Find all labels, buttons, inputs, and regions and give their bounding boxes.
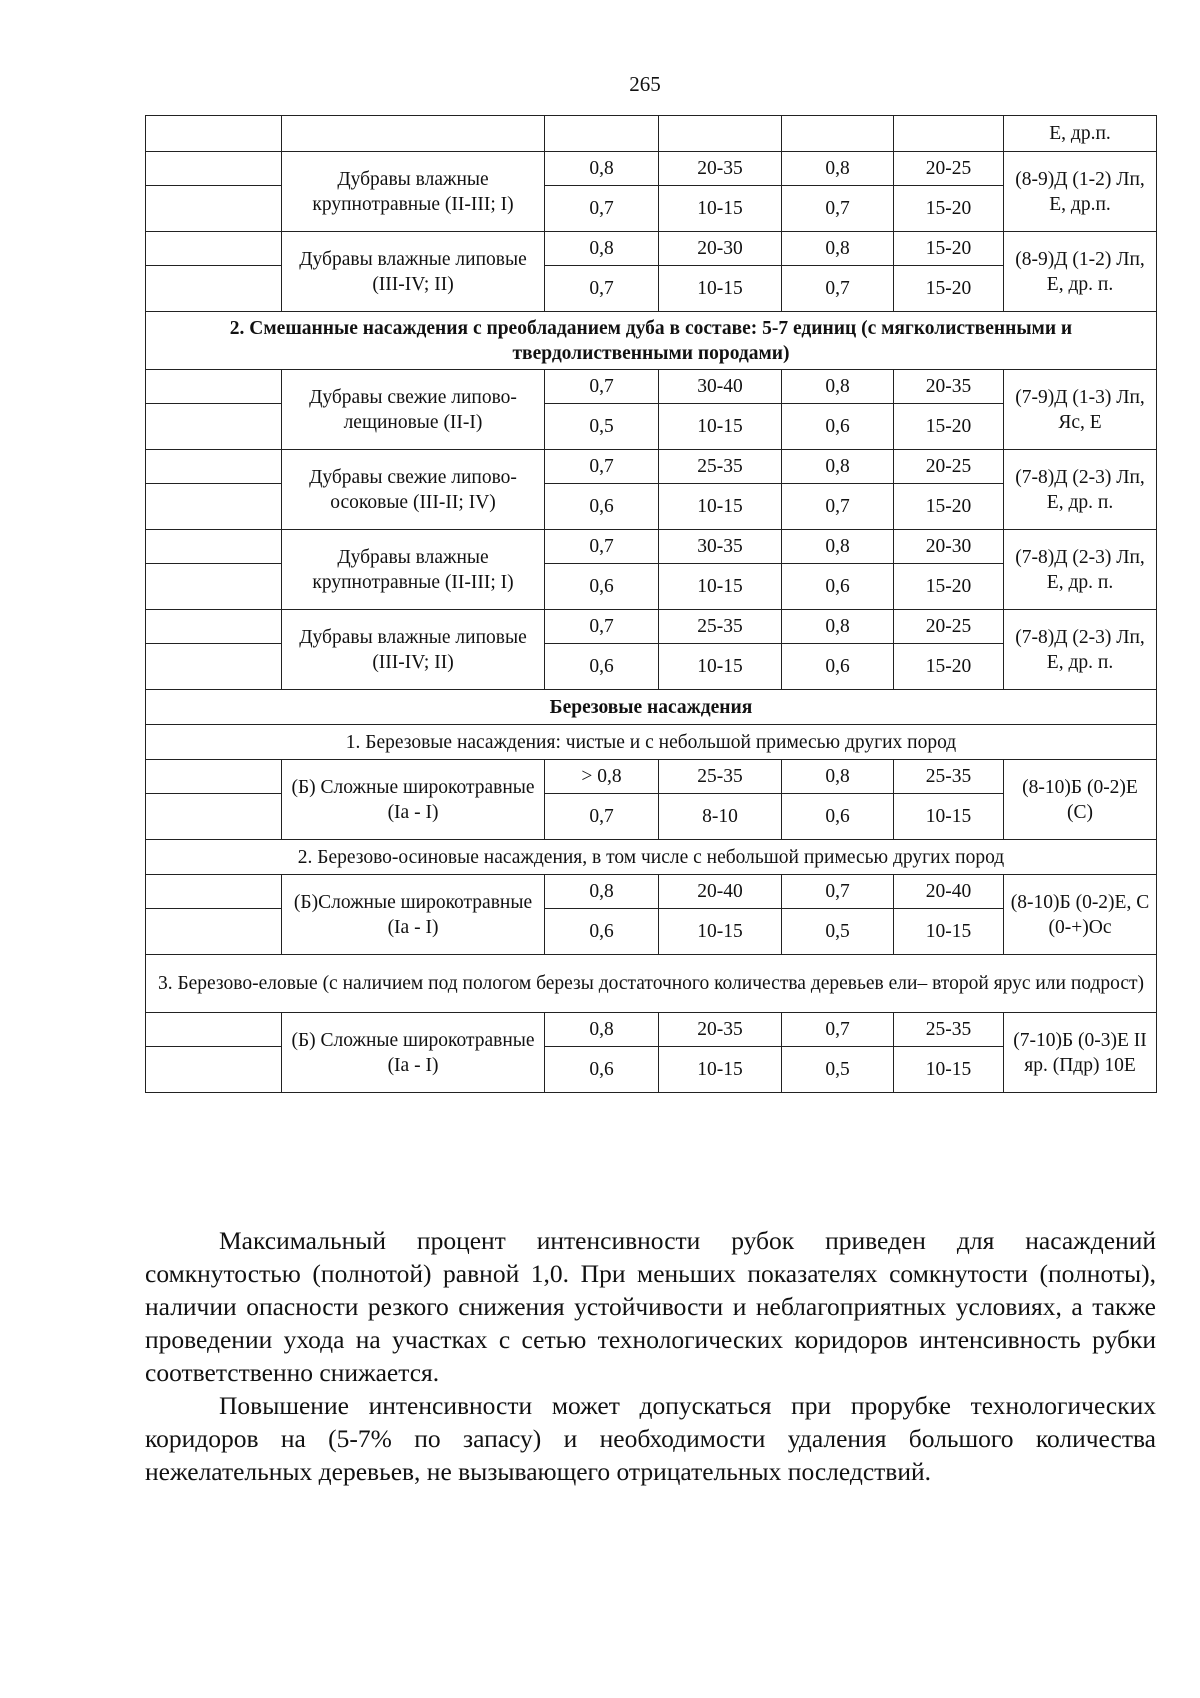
blank-cell	[545, 116, 659, 152]
blank-cell	[146, 370, 282, 404]
value-cell: 0,8	[545, 152, 659, 186]
table-row	[146, 875, 1157, 909]
stand-type-cell: Дубравы влажные крупнотравные (II-III; I)	[282, 530, 545, 610]
value-cell: 25-35	[894, 1013, 1004, 1047]
value-cell: 20-40	[659, 875, 782, 909]
stand-type-cell: Дубравы влажные липовые (III-IV; II)	[282, 610, 545, 690]
value-cell: 25-35	[659, 610, 782, 644]
table-row	[146, 530, 1157, 564]
composition-cell: (7-9)Д (1-3) Лп, Яс, Е	[1004, 370, 1157, 450]
value-cell: 0,8	[782, 370, 894, 404]
value-cell: 20-25	[894, 450, 1004, 484]
value-cell: 10-15	[659, 644, 782, 690]
value-cell: 15-20	[894, 564, 1004, 610]
value-cell: 20-35	[659, 1013, 782, 1047]
blank-cell	[659, 116, 782, 152]
table-row	[146, 1013, 1157, 1047]
value-cell: 20-40	[894, 875, 1004, 909]
value-cell: 0,7	[782, 484, 894, 530]
table-row	[146, 232, 1157, 266]
value-cell: 15-20	[894, 232, 1004, 266]
value-cell: 20-30	[659, 232, 782, 266]
composition-cell: Е, др.п.	[1004, 116, 1157, 152]
value-cell: 0,8	[545, 875, 659, 909]
stand-type-cell: Дубравы свежие липово-лещиновые (II-I)	[282, 370, 545, 450]
value-cell: 25-35	[894, 760, 1004, 794]
value-cell: 0,7	[782, 875, 894, 909]
stand-type-cell: (Б)Сложные широкотравные (Ia - I)	[282, 875, 545, 955]
value-cell: 15-20	[894, 484, 1004, 530]
value-cell: 10-15	[659, 186, 782, 232]
table-row	[146, 450, 1157, 484]
composition-cell: (8-9)Д (1-2) Лп, Е, др. п.	[1004, 232, 1157, 312]
table-row	[146, 152, 1157, 186]
blank-cell	[146, 794, 282, 840]
value-cell: 0,6	[782, 404, 894, 450]
value-cell: 15-20	[894, 644, 1004, 690]
blank-cell	[146, 152, 282, 186]
stand-type-cell: (Б) Сложные широкотравные (Ia - I)	[282, 760, 545, 840]
blank-cell	[146, 909, 282, 955]
table-row	[146, 610, 1157, 644]
blank-cell	[146, 116, 282, 152]
value-cell: 10-15	[659, 1047, 782, 1093]
value-cell: 0,8	[782, 450, 894, 484]
stand-type-cell: Дубравы влажные липовые (III-IV; II)	[282, 232, 545, 312]
composition-cell: (7-8)Д (2-3) Лп, Е, др. п.	[1004, 610, 1157, 690]
composition-cell: (7-8)Д (2-3) Лп, Е, др. п.	[1004, 530, 1157, 610]
value-cell: 0,8	[782, 232, 894, 266]
value-cell: 0,6	[545, 484, 659, 530]
section-title: 1. Березовые насаждения: чистые и с небольшой примесью других пород	[146, 725, 1157, 760]
value-cell: 0,7	[782, 266, 894, 312]
stand-type-cell: Дубравы влажные крупнотравные (II-III; I)	[282, 152, 545, 232]
value-cell: 0,7	[782, 186, 894, 232]
value-cell: 0,7	[545, 610, 659, 644]
birch-header: Березовые насаждения	[146, 690, 1157, 725]
value-cell: 0,6	[782, 794, 894, 840]
value-cell: 25-35	[659, 760, 782, 794]
section-row	[146, 690, 1157, 725]
value-cell: 30-40	[659, 370, 782, 404]
value-cell: 0,6	[545, 909, 659, 955]
composition-cell: (7-8)Д (2-3) Лп, Е, др. п.	[1004, 450, 1157, 530]
value-cell: 8-10	[659, 794, 782, 840]
blank-cell	[146, 875, 282, 909]
value-cell: 0,8	[545, 1013, 659, 1047]
blank-cell	[146, 1013, 282, 1047]
blank-cell	[146, 644, 282, 690]
value-cell: 0,7	[545, 266, 659, 312]
value-cell: 20-25	[894, 610, 1004, 644]
value-cell: 20-35	[659, 152, 782, 186]
paragraph: Максимальный процент интенсивности рубок приведен для насаждений сомкнутостью (полнотой) равной 1,0. При меньших показателях сомкнутости (полноты), наличии опасности резкого снижения устойчивости и неблагоприятных условиях, а также проведении ухода на участках с сетью технологических коридоров интенсивность рубки соответственно снижается.	[145, 1226, 1156, 1387]
blank-cell	[146, 530, 282, 564]
value-cell: 0,8	[545, 232, 659, 266]
value-cell: 0,8	[782, 152, 894, 186]
blank-cell	[146, 1047, 282, 1093]
value-cell: 0,7	[545, 794, 659, 840]
table-row	[146, 760, 1157, 794]
value-cell: 0,5	[545, 404, 659, 450]
value-cell: 15-20	[894, 186, 1004, 232]
value-cell: 0,5	[782, 909, 894, 955]
stand-type-cell: (Б) Сложные широкотравные (Ia - I)	[282, 1013, 545, 1093]
value-cell: 0,6	[545, 564, 659, 610]
value-cell: 20-30	[894, 530, 1004, 564]
value-cell: 10-15	[894, 794, 1004, 840]
blank-cell	[282, 116, 545, 152]
value-cell: 25-35	[659, 450, 782, 484]
value-cell: 10-15	[659, 484, 782, 530]
paragraph: Повышение интенсивности может допускаться при прорубке технологических коридоров на (5-7% по запасу) и необходимости удаления большого количества нежелательных деревьев, не вызывающего отрицательных последствий.	[145, 1391, 1156, 1486]
value-cell: 0,7	[545, 450, 659, 484]
blank-cell	[146, 232, 282, 266]
value-cell: 10-15	[659, 564, 782, 610]
section-title: 2. Смешанные насаждения с преобладанием дуба в составе: 5-7 единиц (с мягколиственными и твердолиственными породами)	[146, 312, 1157, 370]
section-row	[146, 840, 1157, 875]
value-cell: 0,8	[782, 760, 894, 794]
stand-type-cell: Дубравы свежие липово-осоковые (III-II; IV)	[282, 450, 545, 530]
value-cell: 0,8	[782, 610, 894, 644]
value-cell: 15-20	[894, 404, 1004, 450]
value-cell: 0,5	[782, 1047, 894, 1093]
blank-cell	[894, 116, 1004, 152]
composition-cell: (8-10)Б (0-2)Е (С)	[1004, 760, 1157, 840]
value-cell: 0,7	[545, 530, 659, 564]
section-title: 2. Березово-осиновые насаждения, в том числе с небольшой примесью других пород	[146, 840, 1157, 875]
blank-cell	[146, 484, 282, 530]
value-cell: 10-15	[659, 404, 782, 450]
value-cell: 0,6	[545, 1047, 659, 1093]
value-cell: 0,8	[782, 530, 894, 564]
body-text	[145, 1224, 1156, 1488]
section-title: 3. Березово-еловые (с наличием под пологом березы достаточного количества деревьев ели– второй ярус или подрост)	[146, 955, 1157, 1013]
value-cell: 0,7	[545, 370, 659, 404]
value-cell: 0,6	[545, 644, 659, 690]
composition-cell: (8-10)Б (0-2)Е, С (0-+)Ос	[1004, 875, 1157, 955]
value-cell: 30-35	[659, 530, 782, 564]
blank-cell	[146, 564, 282, 610]
value-cell: 15-20	[894, 266, 1004, 312]
blank-cell	[146, 760, 282, 794]
blank-cell	[146, 610, 282, 644]
composition-cell: (7-10)Б (0-3)Е II яр. (Пдр) 10Е	[1004, 1013, 1157, 1093]
section-row	[146, 312, 1157, 370]
table-row	[146, 116, 1157, 152]
blank-cell	[146, 186, 282, 232]
value-cell: > 0,8	[545, 760, 659, 794]
value-cell: 10-15	[659, 266, 782, 312]
page-number: 265	[629, 72, 661, 96]
blank-cell	[146, 450, 282, 484]
value-cell: 20-25	[894, 152, 1004, 186]
composition-cell: (8-9)Д (1-2) Лп, Е, др.п.	[1004, 152, 1157, 232]
value-cell: 0,7	[545, 186, 659, 232]
section-row	[146, 725, 1157, 760]
blank-cell	[146, 266, 282, 312]
table-row	[146, 370, 1157, 404]
blank-cell	[146, 404, 282, 450]
value-cell: 0,6	[782, 564, 894, 610]
value-cell: 10-15	[894, 909, 1004, 955]
value-cell: 10-15	[659, 909, 782, 955]
value-cell: 0,7	[782, 1013, 894, 1047]
blank-cell	[782, 116, 894, 152]
thinning-table	[145, 115, 1157, 1093]
value-cell: 10-15	[894, 1047, 1004, 1093]
value-cell: 20-35	[894, 370, 1004, 404]
section-row	[146, 955, 1157, 1013]
value-cell: 0,6	[782, 644, 894, 690]
